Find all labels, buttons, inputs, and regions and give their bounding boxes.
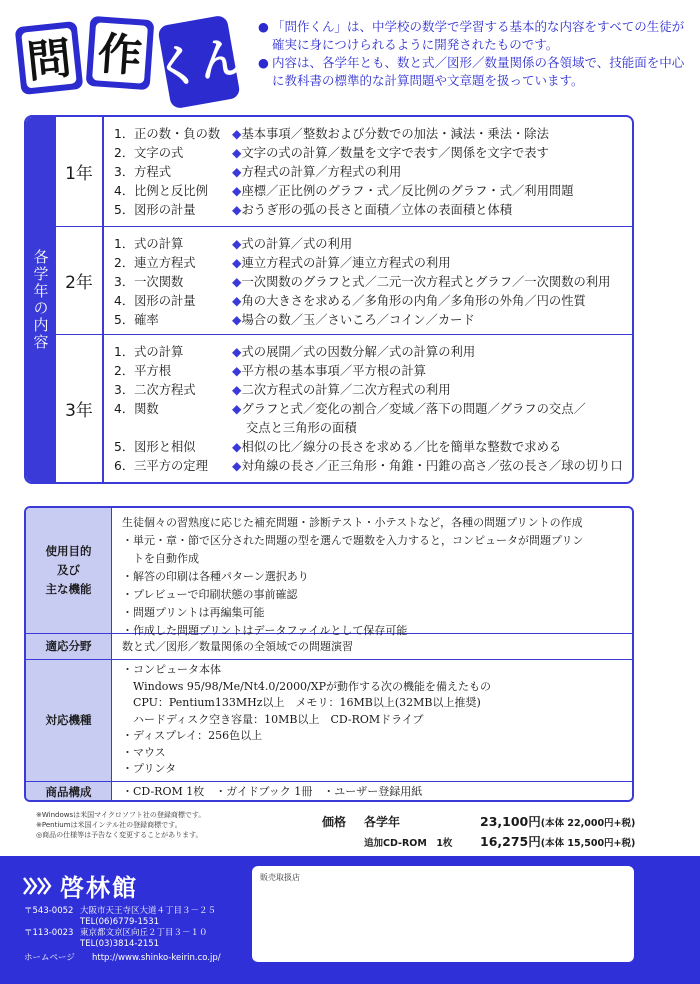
intro-text [258, 18, 688, 90]
postal-code: 〒113-0023 [24, 928, 74, 938]
price-note: (本体 15,500円+税) [540, 838, 636, 849]
spec-table [24, 506, 634, 802]
intro-bullet-text: 内容は、各学年とも、数と式／図形／数量関係の各領域で、技能面を中心に教科書の標準的な計算問題や文章題を扱っています。 [272, 55, 685, 88]
topic-row-continuation [114, 419, 628, 438]
diamond-icon: ◆ [232, 440, 242, 454]
topic-content: 座標／正比例のグラフ・式／反比例のグラフ・式／利用問題 [241, 184, 574, 198]
topic-content: 文字の式の計算／数量を文字で表す／関係を文字で表す [241, 146, 549, 160]
spec-line: 数と式／図形／数量関係の全領域での問題演習 [122, 640, 353, 653]
price-block [322, 812, 642, 850]
spec-label: 適応分野 [26, 634, 112, 659]
spec-line: ハードディスク空き容量：10MB以上 CD-ROMドライブ [122, 712, 424, 726]
topic-row [114, 457, 628, 476]
grade-label: 2年 [56, 227, 104, 334]
topic-content: 対角線の長さ／正三角形・角錐・円錐の高さ／弦の長さ／球の切り口 [241, 459, 623, 473]
topic-name: 3．一次関数 [114, 275, 184, 289]
topic-row [114, 292, 628, 311]
dealer-box [252, 866, 634, 962]
topic-content: 交点と三角形の面積 [246, 421, 357, 435]
topic-content: グラフと式／変化の割合／変域／落下の問題／グラフの交点／ [241, 402, 586, 416]
diamond-icon: ◆ [232, 237, 242, 251]
topic-content: 平方根の基本事項／平方根の計算 [241, 364, 426, 378]
spec-label: 商品構成 [26, 782, 112, 802]
diamond-icon: ◆ [232, 146, 242, 160]
intro-bullet-text: 「問作くん」は、中学校の数学で学習する基本的な内容をすべての生徒が確実に身につけられるように開発されたものです。 [272, 19, 685, 52]
bullet-icon: ● [258, 19, 269, 34]
topic-content: 場合の数／玉／さいころ／コイン／カード [241, 313, 475, 327]
homepage-link[interactable]: http://www.shinko-keirin.co.jp/ [92, 953, 221, 963]
topic-name: 3．二次方程式 [114, 383, 196, 397]
spec-line: ・コンピュータ本体 [122, 663, 221, 676]
side-label-text: 各学年の内容 [31, 248, 50, 351]
spec-line: ・プレビューで印刷状態の事前確認 [122, 588, 298, 601]
spec-row-purpose [26, 508, 632, 637]
diamond-icon: ◆ [232, 203, 242, 217]
topic-row [114, 235, 628, 254]
diamond-icon: ◆ [232, 256, 242, 270]
footnote: ※Pentiumは米国インテル社の登録商標です。 [36, 821, 182, 829]
diamond-icon: ◆ [232, 294, 242, 308]
company-logo-icon [22, 874, 52, 898]
spec-row-hardware [26, 660, 632, 782]
topic-row [114, 254, 628, 273]
diamond-icon: ◆ [232, 383, 242, 397]
spec-line: ・単元・章・節で区分された問題の型を選んで題数を入力すると，コンピュータが問題プリン [122, 534, 584, 547]
spec-label: 対応機種 [26, 660, 112, 781]
topic-name: 4．比例と反比例 [114, 184, 208, 198]
diamond-icon: ◆ [232, 459, 242, 473]
spec-line: ・ディスプレイ：256色以上 [122, 729, 263, 742]
price-item: 各学年 [364, 815, 401, 829]
topic-row [114, 438, 628, 457]
topic-name: 1．式の計算 [114, 237, 184, 251]
diamond-icon: ◆ [232, 127, 242, 141]
topic-row [114, 144, 628, 163]
spec-label [26, 508, 112, 633]
diamond-icon: ◆ [232, 165, 242, 179]
topic-content: 方程式の計算／方程式の利用 [241, 165, 402, 179]
topic-row [114, 125, 628, 144]
company-name [22, 868, 138, 903]
product-logo [14, 8, 252, 110]
topic-name: 1．正の数・負の数 [114, 127, 221, 141]
spec-label-line: 及び [57, 563, 80, 577]
topic-name: 2．連立方程式 [114, 256, 196, 270]
price-item: 追加CD-ROM 1枚 [364, 838, 453, 849]
topic-content: 二次方程式の計算／二次方程式の利用 [241, 383, 451, 397]
spec-line: ・作成した問題プリントはデータファイルとして保存可能 [122, 624, 408, 637]
addresses [24, 906, 221, 964]
grade-section-3 [56, 335, 632, 482]
price-note: (本体 22,000円+税) [540, 818, 636, 829]
grade-section-2 [56, 227, 632, 335]
spec-line: ・解答の印刷は各種パターン選択あり [122, 570, 309, 583]
footnotes [36, 810, 205, 840]
spec-line: CPU：Pentium133MHz以上 メモリ：16MB以上(32MB以上推奨) [122, 696, 481, 709]
topic-row [114, 182, 628, 201]
topic-name: 3．方程式 [114, 165, 172, 179]
diamond-icon: ◆ [232, 313, 242, 327]
topic-name: 5．図形の計量 [114, 203, 196, 217]
topic-row [114, 381, 628, 400]
grade-label: 1年 [56, 117, 104, 226]
topic-name: 4．図形の計量 [114, 294, 196, 308]
intro-bullet [258, 18, 688, 54]
postal-code: 〒543-0052 [24, 906, 74, 916]
footnote: ◎商品の仕様等は予告なく変更することがあります。 [36, 831, 203, 839]
spec-line: 生徒個々の習熟度に応じた補充問題・診断テスト・小テストなど，各種の問題プリントの作成 [122, 516, 583, 529]
diamond-icon: ◆ [232, 345, 242, 359]
topic-name: 6．三平方の定理 [114, 459, 208, 473]
price-value: 23,100円 [480, 814, 541, 829]
topic-row [114, 400, 628, 419]
grade-label: 3年 [56, 335, 104, 482]
logo-artwork [14, 8, 252, 110]
price-label: 価格 [322, 815, 347, 829]
spec-line: ・CD-ROM 1枚 ・ガイドブック 1冊 ・ユーザー登録用紙 [122, 785, 423, 798]
logo-char-1: 問 [24, 32, 74, 89]
topic-name: 2．文字の式 [114, 146, 184, 160]
topic-content: 角の大きさを求める／多角形の内角／多角形の外角／円の性質 [241, 294, 586, 308]
topic-content: おうぎ形の弧の長さと面積／立体の表面積と体積 [241, 203, 513, 217]
topic-name: 1．式の計算 [114, 345, 184, 359]
address: 東京都文京区向丘２丁目３－１０ [80, 928, 208, 938]
spec-label-line: 使用目的 [45, 544, 92, 558]
logo-char-2: 作 [96, 28, 144, 83]
topic-content: 基本事項／整数および分数での加法・減法・乗法・除法 [241, 127, 549, 141]
spec-line: Windows 95/98/Me/Nt4.0/2000/XPが動作する次の機能を備えたもの [122, 679, 491, 693]
topic-name: 4．関数 [114, 402, 159, 416]
address: 大阪市天王寺区大道４丁目３－２５ [80, 906, 217, 916]
diamond-icon: ◆ [232, 364, 242, 378]
spec-line: ・プリンタ [122, 762, 177, 775]
publisher-footer [0, 856, 700, 984]
telephone: TEL(06)6779-1531 [80, 917, 160, 927]
curriculum-table [24, 115, 634, 484]
topic-row [114, 273, 628, 292]
logo-char-3: くん [151, 30, 248, 97]
telephone: TEL(03)3814-2151 [80, 939, 160, 949]
topic-row [114, 163, 628, 182]
topic-content: 式の展開／式の因数分解／式の計算の利用 [241, 345, 476, 359]
homepage-label: ホームページ [24, 953, 75, 963]
bullet-icon: ● [258, 55, 269, 70]
topic-name: 5．確率 [114, 313, 159, 327]
price-value: 16,275円 [480, 834, 541, 849]
topic-row [114, 311, 628, 330]
topic-content: 式の計算／式の利用 [241, 237, 353, 251]
topic-content: 一次関数のグラフと式／二元一次方程式とグラフ／一次関数の利用 [241, 275, 611, 289]
spec-line: トを自動作成 [122, 552, 199, 565]
spec-line: ・マウス [122, 745, 166, 759]
curriculum-side-label [26, 117, 56, 482]
diamond-icon: ◆ [232, 184, 242, 198]
topic-name: 5．図形と相似 [114, 440, 196, 454]
company-name-text: 啓林館 [60, 874, 138, 902]
spec-line: ・問題プリントは再編集可能 [122, 606, 265, 619]
spec-row-product [26, 782, 632, 802]
topic-content: 相似の比／線分の長さを求める／比を簡単な整数で求める [241, 440, 562, 454]
topic-name: 2．平方根 [114, 364, 172, 378]
grade-section-1 [56, 117, 632, 227]
diamond-icon: ◆ [232, 275, 242, 289]
footnote: ※Windowsは米国マイクロソフト社の登録商標です。 [36, 811, 206, 819]
topic-row [114, 343, 628, 362]
dealer-label: 販売取扱店 [260, 873, 300, 882]
topic-row [114, 362, 628, 381]
topic-content: 連立方程式の計算／連立方程式の利用 [241, 256, 451, 270]
spec-label-line: 主な機能 [45, 582, 92, 596]
topic-row [114, 201, 628, 220]
diamond-icon: ◆ [232, 402, 242, 416]
intro-bullet [258, 54, 688, 90]
spec-row-field [26, 634, 632, 660]
